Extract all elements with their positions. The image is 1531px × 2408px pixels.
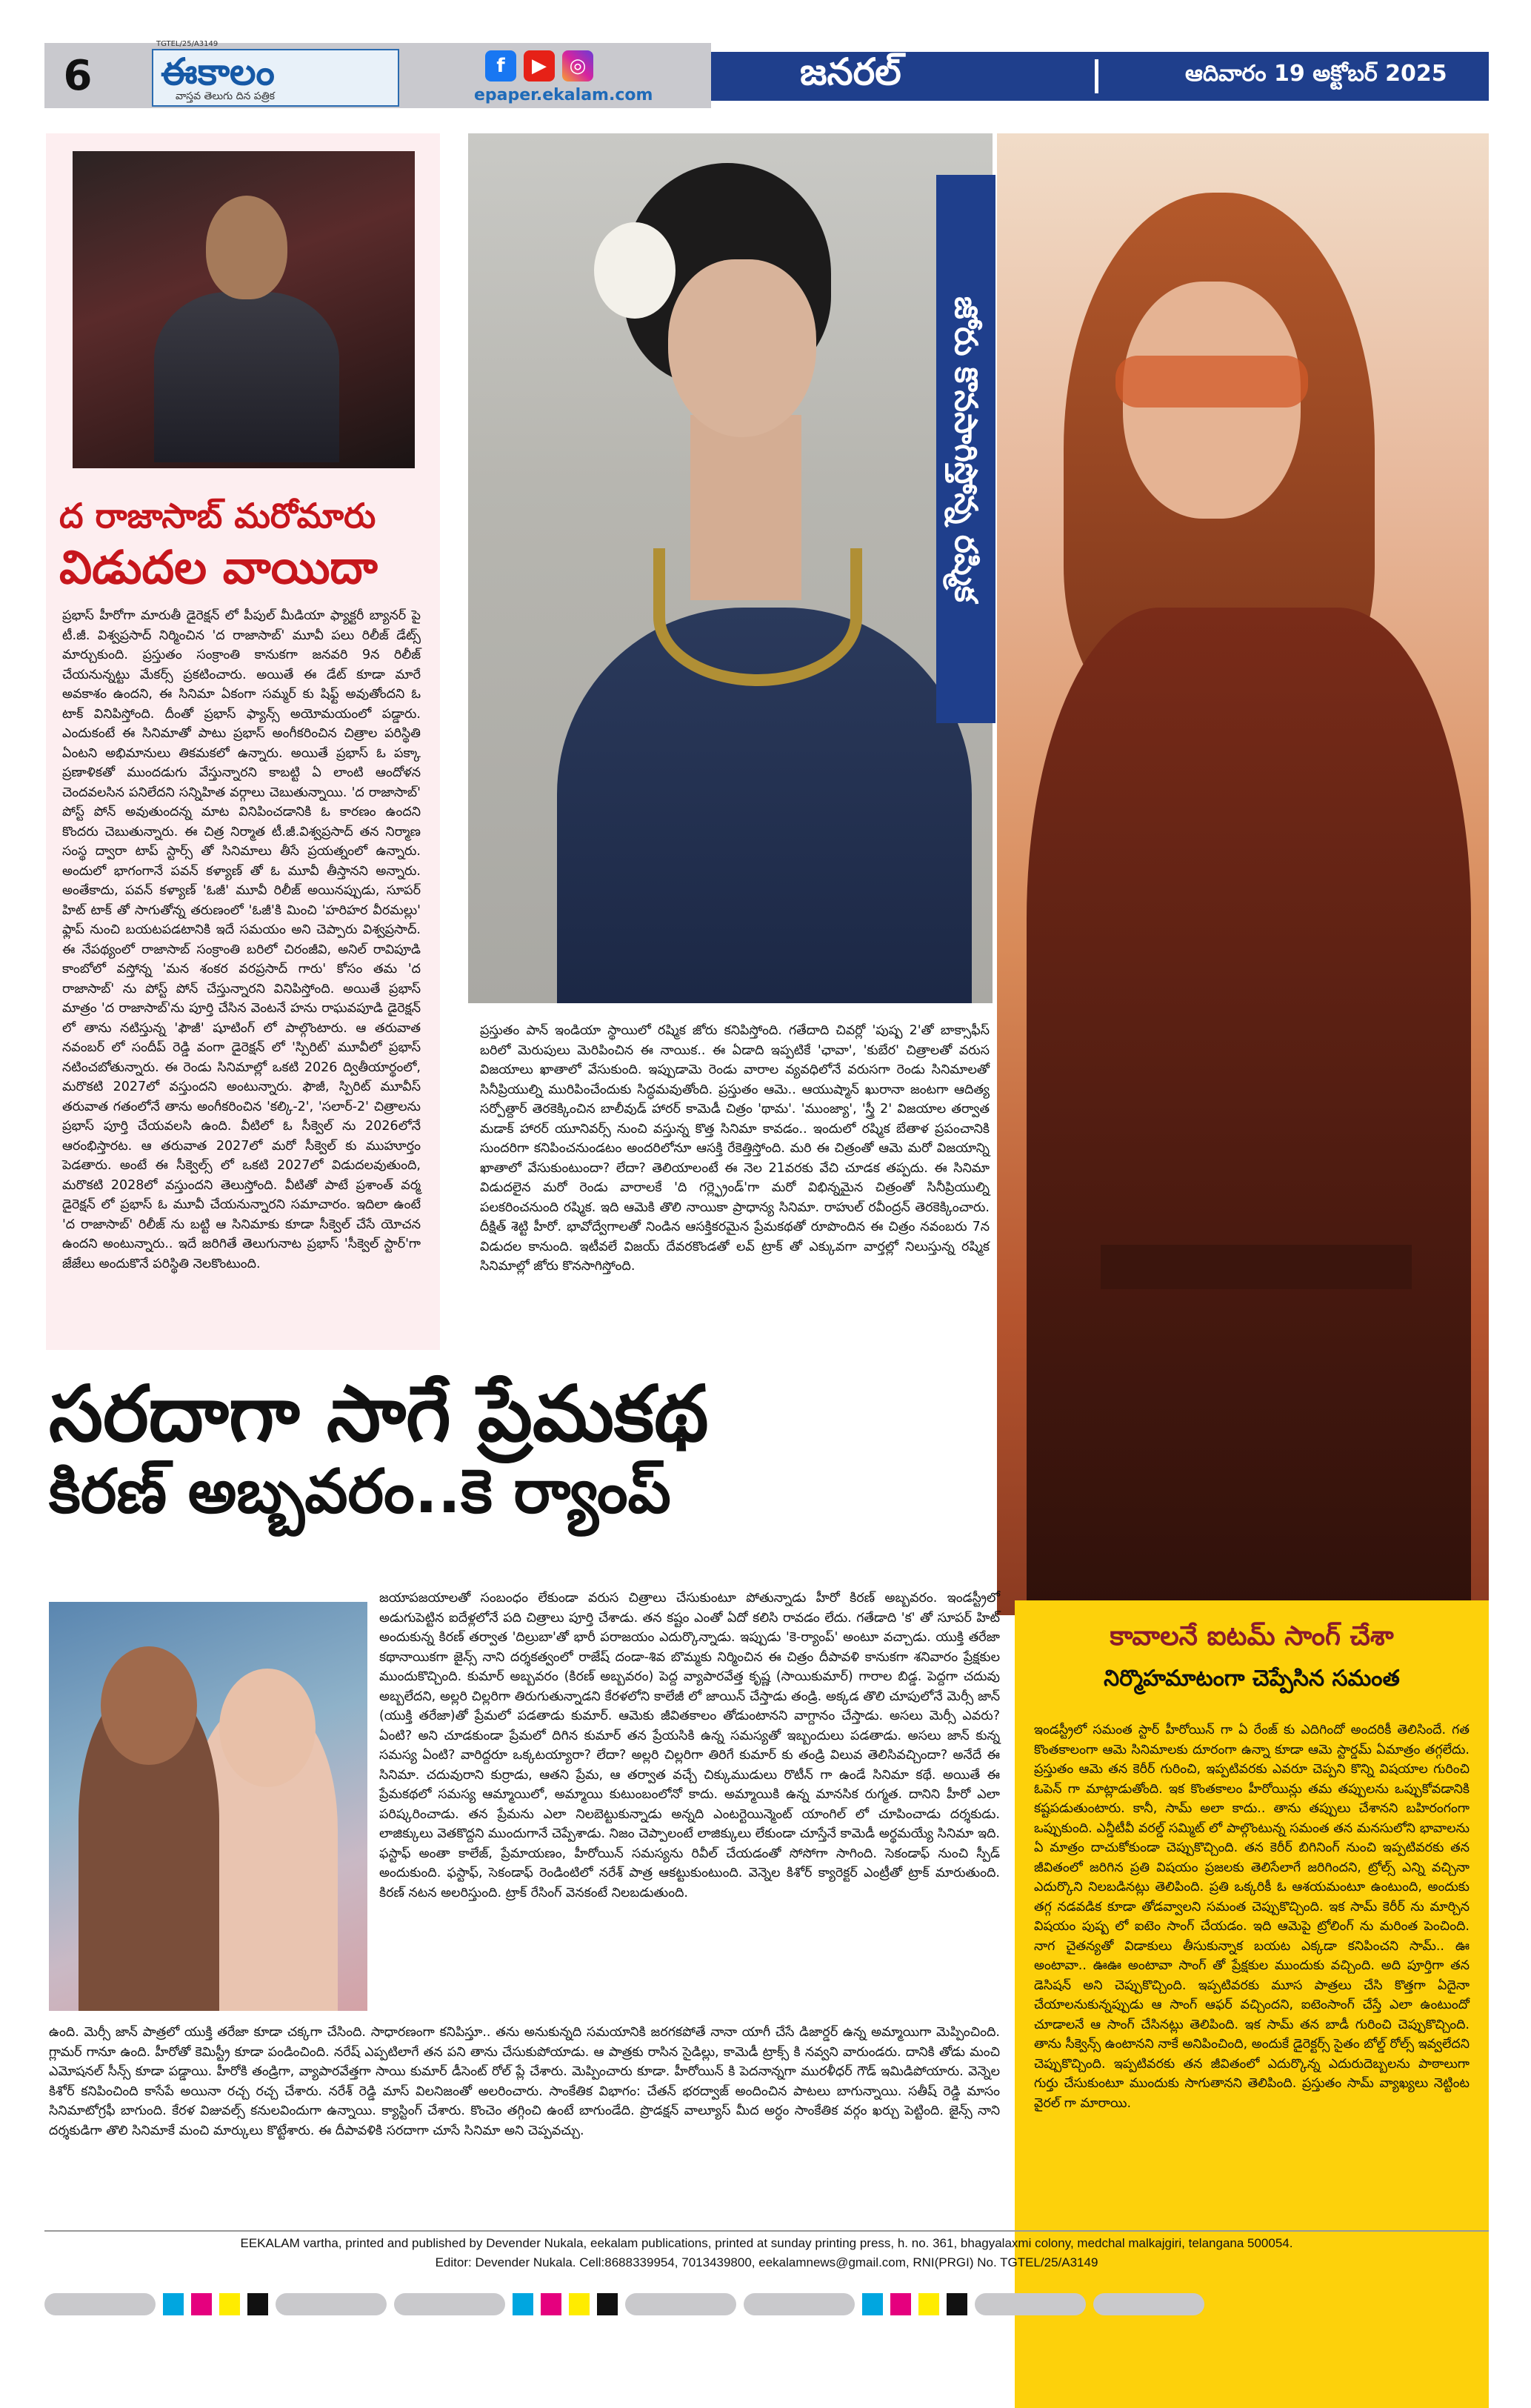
footer-editor: Editor: Devender Nukala. Cell:8688339954, 7013439800, eekalamnews@gmail.com, RNI(PRGI) No. TGTEL/25/A3149 [435,2255,1098,2269]
color-swatch [569,2293,590,2315]
footer-rule [44,2230,1489,2232]
color-swatch [163,2293,184,2315]
youtube-icon[interactable]: ▶ [524,50,555,82]
color-swatch [947,2293,967,2315]
issue-date: ఆదివారం 19 అక్టోబర్ 2025 [1185,61,1447,87]
color-swatch [890,2293,911,2315]
page-number: 6 [63,51,93,100]
masthead-tagline: వాస్తవ తెలుగు దిన పత్రిక [176,90,275,102]
kiran-body-continued: ఉంది. మెర్సీ జాన్ పాత్రలో యుక్తి తరేజా కూడా చక్కగా చేసింది. సాధారణంగా కనిపిస్తూ.. తను అనుకున్నది సమయానికి జరగకపోతే నానా యాగీ చేసే డిజార్డర్ ఉన్న అమ్మాయిగా మెప్పించింది. గ్లామర్ గానూ ఉంది. హీరోతో కెమిస్ట్రీ కూడా పండించింది. నరేష్ ఎప్పటిలాగే తన పని తాను చేసుకుపోయాడు. ఆ పాత్రకు రాసిన సైడిల్లు, కామెడీ ట్రాక్స్ కి నవ్వని వారుండరు. దానికి తోడు మంచి ఎమోషనల్ సీన్స్ కూడా పడ్డాయి. హీరోకి తండ్రిగా, వ్యాపారవేత్తగా సాయి కుమార్ డీసెంట్ రోల్ ప్లే చేశారు. మెప్పించారు కూడా. హీరోయిన్ కి పెదనాన్నగా మురళీధర్ గౌడ్ ఇమిడిపోయారు. వెన్నెల కిశోర్ కనిపించింది కాసేపే అయినా రచ్చ రచ్చ చేశారు. నరేశ్ రెడ్డి మాస్ విలనిజంతో అలరించారు. సాంకేతిక విభాగం: చేతన్ భరద్వాజ్ అందించిన పాటలు బాగున్నాయి. సతీష్ రెడ్డి మాసం సినిమాటోగ్రఫీ బాగుంది. కేరళ విజువల్స్ కనులవిందుగా ఉన్నాయి. క్యాస్టింగ్ చేశారు. కొంచెం తగ్గించి ఉంటే బాగుండేది. ప్రొడక్షన్ వాల్యూస్ మీద అర్ధం సాంకేతిక వర్గం ఖర్చు పెట్టింది. జైన్స్ నాని దర్శకుడిగా తొలి సినిమాకే మంచి మార్కులు కొట్టేశారు. ఈ దీపావళికి సరదాగా చూసే సినిమా అని చెప్పవచ్చు. [49,2025,1000,2138]
reg-pill [744,2293,855,2315]
instagram-icon[interactable]: ◎ [562,50,593,82]
color-swatch [597,2293,618,2315]
samantha-body: ఇండస్ట్రీలో సమంత స్టార్ హీరోయిన్ గా ఏ రేంజ్ కు ఎదిగిందో అందరికీ తెలిసిందే. గత కొంతకాలంగా ఆమె సినిమాలకు దూరంగా ఉన్నా కూడా ఆమె స్టార్డమ్ ఏమాత్రం తగ్గలేదు. ప్రస్తుతం ఆమె తన కెరీర్ గురించి, ఇప్పటివరకు ఎవరూ చెప్పని కొన్ని విషయాల గురించి ఓపెన్ గా మాట్లాడుతోంది. ఇక కొంతకాలం హీరోయిన్లు తమ తప్పులను ఒప్పుకోవడానికి కష్టపడుతుంటారు. కానీ, సామ్ అలా కాదు.. తాను తప్పులు చేశానని బహిరంగంగా ఒప్పుకుంది. ఎన్డీటీవీ వరల్డ్ సమ్మిట్ లో పాల్గొంటున్న సమంత తన మనసులోని భావాలను ఏ మాత్రం దాచుకోకుండా చెప్పుకొచ్చింది. తన కెరీర్ బిగినింగ్ నుంచి ఇప్పటివరకు తన జీవితంలో జరిగిన ప్రతి విషయం ప్రజలకు తెలిసేలాగే జరిగిందని, ట్రోల్స్ ఎన్ని వచ్చినా ఎదుర్కొని నిలబడినట్లు తెలిపింది. ప్రతి ఒక్కరికీ ఓ ఆశయమంటూ ఉంటుంది, అందుకు తగ్గ నడవడిక కూడా తోడవ్వాలని సమంత చెప్పుకొచ్చింది. ఇక సామ్ కెరీర్ ను మార్చిన విషయం పుష్ప లో ఐటెం సాంగ్ చేయడం. ఇది ఆమెపై ట్రోలింగ్ ను మరింత పెంచింది. నాగ చైతన్యతో విడాకులు తీసుకున్నాక బయట ఎక్కడా కనిపించని సామ్.. ఊ అంటావా.. ఊఊ అంటావా సాంగ్ తో ప్రేక్షకుల ముందుకు వచ్చింది. అది పూర్తిగా తన డెసిషన్ అని చెప్పుకొచ్చింది. ఇప్పటివరకు మూస పాత్రలు చేసి కొత్తగా ఏదైనా చేయాలనుకున్నప్పుడు ఆ సాంగ్ ఆఫర్ వచ్చిందని, ఐటెంసాంగ్ చేస్తే ఎలా ఉంటుందో చూడాలనే ఆ సాంగ్ చేసినట్లు తెలిపింది. ఇక సామ్ తన బాడీ గురించి చెప్పుకొచ్చింది. తాను సీక్వెన్స్ ఉంటానని నాకే అనిపించింది, అందుకే డైరెక్టర్స్ సైతం బోల్డ్ రోల్స్ ఇవ్వలేదని చెప్పుకొచ్చింది. ఇప్పటివరకు తన జీవితంలో ఎదుర్కొన్న ఎదురుదెబ్బలను పాఠాలుగా గుర్తు చేసుకుంటూ ముందుకు సాగుతానని తెలిపింది. ప్రస్తుతం సామ్ వ్యాఖ్యలు నెట్టింట వైరల్ గా మారాయి. [1034,1723,1470,2111]
samantha-photo [997,133,1489,1615]
rajasaab-headline-line2: విడుదల వాయిదా [59,540,378,594]
color-swatch [219,2293,240,2315]
epaper-link[interactable]: epaper.ekalam.com [474,86,653,104]
color-swatch [918,2293,939,2315]
reg-pill [276,2293,387,2315]
social-icons [485,47,633,84]
section-title: జనరల్ [800,50,901,93]
masthead-logo [152,40,399,107]
color-swatch [541,2293,561,2315]
color-swatch [247,2293,268,2315]
reg-pill [394,2293,505,2315]
kiran-headline-line2: కిరణ్ అబ్బవరం..కె ర్యాంప్ [49,1457,671,1527]
kiran-body: జయాపజయాలతో సంబంధం లేకుండా వరుస చిత్రాలు చేసుకుంటూ పోతున్నాడు హీరో కిరణ్ అబ్బవరం. ఇండస్ట్రీలో అడుగుపెట్టిన ఐదేళ్లలోనే పది చిత్రాలు పూర్తి చేశాడు. తన కష్టం ఎంతో ఏదో కలిసి రావడం లేదు. గతేడాది 'క' తో సూపర్ హిట్ అందుకున్న కిరణ్ తర్వాత 'దిల్రుబా'తో భారీ పరాజయం ఎదుర్కొన్నాడు. ఇప్పుడు 'కె-ర్యాంప్' అంటూ వచ్చాడు. యుక్తి తరేజా కథానాయికగా జైన్స్ నాని దర్శకత్వంలో రాజేష్ దండా-శివ బొమ్మకు నిర్మించిన ఈ చిత్రం దీపావళి కానుకగా శనివారం ప్రేక్షకుల ముందుకొచ్చింది. కుమార్ అబ్బవరం (కిరణ్ అబ్బవరం) పెద్ద వ్యాపారవేత్త కృష్ణ (సాయికుమార్) గారాల బిడ్డ. పెద్దగా చదువు అబ్బలేదని, అల్లరి చిల్లరిగా తిరుగుతున్నాడని కేరళలోని కాలేజీ లో జాయిన్ చేస్తాడు తండ్రి. అక్కడ తొలి చూపులోనే మెర్సీ జాన్ (యుక్తి తరేజా)తో ప్రేమలో పడతాడు కుమార్. ఆమెకు జీవితకాలం తోడుంటానని వాగ్దానం చేస్తాడు. అసలు మెర్సీ ఎవరు? ఏంటి? అని చూడకుండా ప్రేమలో దిగిన కుమార్ తన ప్రేయసికి ఉన్న సమస్యతో ఇబ్బందులు పడతాడు. అసలు జాన్ కున్న సమస్య ఏంటి? వారిద్దరూ ఒక్కటయ్యారా? లేదా? అల్లరి చిల్లరిగా తిరిగే కుమార్ కు తండ్రి విలువ తెలిసివచ్చిందా? అనేదే ఈ సినిమా. చదువురాని కుర్రాడు, ఆతని ప్రేమ, ఆ తర్వాత వచ్చే చిక్కుముడులు రొటీన్ గా ఉండే సినిమా కథే. అయితే ఈ ప్రేమకథలో సమస్య ఆమ్మాయిలో, అమ్మాయి కుటుంబంలోనో కాదు. అమ్మాయికి ఉన్న మానసిక రుగ్మత. దానిని హీరో ఎలా పరిష్కరించాడు. తన ప్రేమను ఎలా నిలబెట్టుకున్నాడు అన్నది ఎంటర్టెయిన్మెంట్ యాంగిల్ లో చూపించాడు దర్శకుడు. లాజిక్కులు వెతకొద్దని ముందుగానే చెప్పేశాడు. నిజం చెప్పాలంటే లాజిక్కులు లేకుండా చూస్తేనే కామెడీ అర్థమయ్యే సినిమా ఇది. ఫస్టాఫ్ అంతా కాలేజ్, ప్రేమాయణం, హీరోయిన్ సమస్యను రివీల్ చేయడంతో సోసోగా సాగింది. సెకండాఫ్ నుంచి స్పీడ్ అందుకుంది. ఫస్టాఫ్, సెకండాఫ్ రెండింటిలో నరేశ్ పాత్ర ఆకట్టుకుంటుంది. వెన్నెల కిశోర్ క్యారెక్టర్ ఎంట్రీతో ట్రాక్ మారుతుంది. కిరణ్ నటన అలరిస్తుంది. ట్రాక్ రేసింగ్ వెనకంటే నిలబడుతుంది. [379,1591,1000,1900]
masthead-reg: TGTEL/25/A3149 [156,40,219,48]
reg-pill [625,2293,736,2315]
kiran-headline-line1: సరదాగా సాగే ప్రేమకథ [49,1368,709,1459]
color-swatch [191,2293,212,2315]
samantha-headline: కావాలనే ఐటమ్ సాంగ్ చేశా [1110,1621,1394,1652]
header-divider [1095,59,1098,93]
rashmika-photo [468,133,993,1003]
color-swatch [862,2293,883,2315]
reg-pill [1093,2293,1204,2315]
rajasaab-headline-line1: ద రాజాసాబ్ మరోమారు [59,496,376,536]
registration-bar [44,2289,1489,2319]
footer-imprint: EEKALAM vartha, printed and published by Devender Nukala, eekalam publications, printed at sunday printing press, h. no. 361, bhagyalaxmi colony, medchal malkajgiri, telangana 500054. [240,2236,1293,2250]
masthead-title: ఈకాలం [161,50,275,93]
rashmika-body: ప్రస్తుతం పాన్ ఇండియా స్థాయిలో రష్మిక జోరు కనిపిస్తోంది. గతేదాది చివర్లో 'పుష్ప 2'తో బాక్సాఫీస్ బరిలో మెరుపులు మెరిపించిన ఈ నాయిక.. ఈ ఏడాది ఇప్పటికే 'ఛావా', 'కుబేర' చిత్రాలతో వరుస విజయాలు ఖాతాలో వేసుకుంది. ఇప్పుడామె రెండు వారాల వ్యవధిలోనే వరుసగా రెండు సినిమాలతో సినీప్రియుల్ని మురిపించేందుకు సిద్ధమవుతోంది. ప్రస్తుతం ఆమె.. ఆయుష్మాన్ ఖురానా జంటగా ఆదిత్య సర్పోత్దార్ తెరకెక్కించిన బాలీవుడ్ హారర్ కామెడీ చిత్రం 'థామ'. 'ముంజ్యా', 'స్త్రీ 2' విజయాల తర్వాత మడాక్ హారర్ యూనివర్స్ నుంచి వస్తున్న కొత్త సినిమా కావడం.. ఇందులో రష్మిక బేతాళ ప్రపంచానికి సుందరిగా కనిపించనుండటం అందరిలోనూ ఆసక్తి రేకెత్తిస్తోంది. మరి ఈ చిత్రంతో ఆమె మరో విజయాన్ని ఖాతాలో వేసుకుంటుందా? లేదా? తెలియాలంటే ఈ నెల 21వరకు వేచి చూడక తప్పదు. ఈ సినిమా విడుదలైన మరో రెండు వారాలకే 'ది గర్ల్ఫ్రెండ్'గా మరో విభిన్నమైన చిత్రంతో సినీప్రియుల్ని పలకరించనుంది రష్మిక. ఇది ఆమెకి తొలి నాయికా ప్రాధాన్య సినిమా. రాహుల్ రవీంద్రన్ తెరకెక్కించారు. దీక్షిత్ శెట్టి హీరో. భావోద్వేగాలతో నిండిన ఆసక్తికరమైన ప్రేమకథతో రూపొందిన ఈ చిత్రం నవంబరు 7న విడుదల కానుంది. ఇటీవలే విజయ్ దేవరకొండతో లవ్ ట్రాక్ తో ఎక్కువగా వార్తల్లో నిలుస్తున్న రష్మిక సినిమాల్లో జోరు కొనసాగిస్తోంది. [480,1023,990,1274]
reg-pill [975,2293,1086,2315]
rajasaab-body: ప్రభాస్ హీరోగా మారుతీ డైరెక్షన్ లో పీపుల్ మీడియా ఫ్యాక్టరీ బ్యానర్ పై టీ.జీ. విశ్వప్రసాద్ నిర్మించిన 'ద రాజాసాబ్' మూవీ పలు రిలీజ్ డేట్స్ మార్చుకుంది. ప్రస్తుతం సంక్రాంతి కానుకగా జనవరి 9న రిలీజ్ చేయనున్నట్టు మేకర్స్ ప్రకటించారు. అయితే ఈ డేట్ కూడా మారే అవకాశం ఉందని, ఈ సినిమా ఏకంగా సమ్మర్ కు షిఫ్ట్ అవుతోందని ఓ టాక్ వినిపిస్తోంది. దీంతో ప్రభాస్ ఫ్యాన్స్ అయోమయంలో పడ్డారు. ఎందుకంటే ఈ సినిమాతో పాటు ప్రభాస్ అంగీకరించిన చిత్రాల పరిస్థితి ఏంటని అభిమానులు తికమకలో ఉన్నారు. అయితే ప్రభాస్ ఓ పక్కా ప్రణాళికతో ముందడుగు వేస్తున్నారని కాబట్టి ఏ లాంటి ఆందోళన చెందవలసిన పనిలేదని సన్నిహిత వర్గాలు చెబుతున్నాయి. 'ద రాజాసాబ్' పోస్ట్ పోన్ అవుతుందన్న మాట వినిపించడానికి ఓ కారణం ఉందని కొందరు చెబుతున్నారు. ఈ చిత్ర నిర్మాత టీ.జీ.విశ్వప్రసాద్ తన నిర్మాణ సంస్థ ద్వారా టాప్ స్టార్స్ తో సినిమాలు తీసే ప్రయత్నంలో ఉన్నారు. అందులో భాగంగానే పవన్ కళ్యాణ్ తో ఓ మూవీ తీస్తానని అన్నారు. అంతేకాదు, పవన్ కళ్యాణ్ 'ఓజీ' మూవీ రిలీజ్ అయినప్పుడు, సూపర్ హిట్ టాక్ తో సాగుతోన్న తరుణంలో 'ఓజీ'కి మించి 'హరిహర వీరమల్లు' ఫ్లాప్ నుంచి బయటపడటానికి ఇదే సమయం అని చెప్పారు విశ్వప్రసాద్. ఈ నేపథ్యంలో రాజాసాబ్ సంక్రాంతి బరిలో చిరంజీవి, అనిల్ రావిపూడి కాంబోలో వస్తోన్న 'మన శంకర వరప్రసాద్ గారు' కోసం తమ 'ద రాజాసాబ్' ను పోస్ట్ పోన్ చేస్తున్నారని వినిపిస్తోంది. అయితే ప్రభాస్ మాత్రం 'ద రాజాసాబ్'ను పూర్తి చేసిన వెంటనే హను రాఘవపూడి డైరెక్షన్ లో తాను నటిస్తున్న 'ఫౌజీ' షూటింగ్ లో పాల్గొంటారు. ఆ తరువాత నవంబర్ లో సందీప్ రెడ్డి వంగా డైరెక్షన్ లో 'స్పిరిట్' మూవీలో ప్రభాస్ నటించబోతున్నారు. ఈ రెండు సినిమాల్లో ఒకటి 2026 ద్వితీయార్థంలో, మరొకటి 2027లో వస్తుందని అంటున్నారు. ఫౌజీ, స్పిరిట్ మూవీస్ తరువాత గతంలోనే తాను అంగీకరించిన 'కల్కి-2', 'సలార్-2' చిత్రాలను ప్రభాస్ పూర్తి చేయవలసి ఉంది. వీటిలో ఓ సీక్వెల్ ను 2026లోనే ఆరంభిస్తారట. ఆ తరువాత 2027లో మరో సీక్వెల్ కు ముహూర్తం పెడతారు. అంటే ఈ సీక్వెల్స్ లో ఒకటి 2027లో విడుదలవుతుంది, మరొకటి 2028లో వస్తుందని తెలుస్తోంది. వీటితో పాటే ప్రశాంత్ వర్మ డైరెక్షన్ లో ప్రభాస్ ఓ మూవీ చేయనున్నారని సమాచారం. ఇదిలా ఉంటే 'ద రాజాసాబ్' రిలీజ్ ను బట్టి ఆ సినిమాకు కూడా సీక్వెల్ చేసే యోచన ఉందని అంటున్నారు.. ఇదే జరిగితే తెలుగునాట ప్రభాస్ 'సీక్వెల్ స్టార్'గా జేజేలు అందుకొనే పరిస్థితి నెలకొంటుంది. [62,608,421,1271]
kiran-photo [49,1602,367,2011]
samantha-subheadline: నిర్మొహమాటంగా చెప్పేసిన సమంత [1104,1666,1400,1692]
prabhas-photo [73,151,415,468]
reg-pill [44,2293,156,2315]
rashmika-vertical-title: జోరు కొనసాగిస్తోన్న రష్మిక [948,296,984,602]
facebook-icon[interactable]: f [485,50,516,82]
color-swatch [513,2293,533,2315]
